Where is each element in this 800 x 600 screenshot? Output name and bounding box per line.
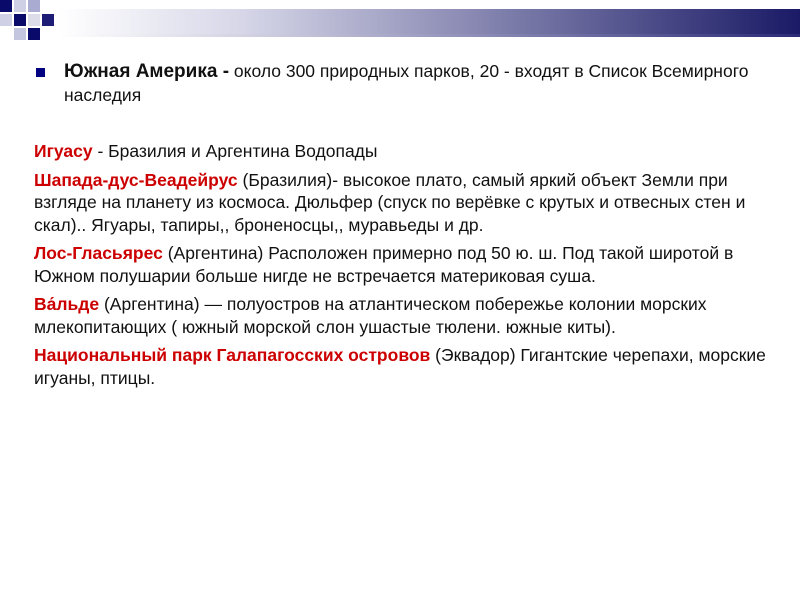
header-decoration — [0, 0, 800, 50]
park-paragraph — [34, 140, 774, 163]
slide-content — [34, 60, 774, 395]
deco-square — [14, 14, 26, 26]
park-paragraph — [34, 169, 774, 237]
park-text: - Бразилия и Аргентина Водопады — [97, 141, 378, 161]
park-paragraph — [34, 344, 774, 389]
deco-square — [14, 28, 26, 40]
deco-square — [0, 0, 12, 12]
park-name: Шапада-дус-Веадейрус — [34, 169, 238, 190]
deco-square — [28, 14, 40, 26]
heading-text: около 300 природных парков, 20 - входят в Список Всемирного наследия — [64, 61, 749, 105]
park-text: (Аргентина) — полуостров на атлантическом побережье колонии морских млекопитающих ( южный морской слон ушастые тюлени. южные киты). — [34, 294, 707, 337]
park-name: Лос-Гласьярес — [34, 243, 163, 263]
heading-continent: Южная Америка - — [64, 61, 230, 82]
park-text: (Аргентина) Расположен примерно под 50 ю. ш. Под такой широтой в Южном полушарии больше нигде не встречается материковая суша. — [34, 243, 734, 286]
park-text: (Эквадор) Гигантские черепахи, морские игуаны, птицы. — [34, 345, 766, 388]
header-band-line — [58, 34, 800, 37]
deco-square — [42, 14, 54, 26]
park-text: (Бразилия)- высокое плато, самый яркий объект Земли при взгляде на планету из космоса. Дюльфер (спуск по верёвке с крутых и отвесных стен и скал).. Ягуары, тапиры,, броненосцы,, муравьеды и др. — [34, 169, 746, 235]
header-band — [58, 9, 800, 34]
park-name: Ва́льде — [34, 294, 100, 314]
park-name: Игуасу — [34, 141, 93, 161]
deco-square — [28, 0, 40, 12]
deco-square — [14, 0, 26, 12]
park-paragraph — [34, 242, 774, 287]
square-bullet-icon — [36, 68, 45, 77]
park-name: Национальный парк Галапагосских островов — [34, 345, 431, 365]
deco-square — [0, 14, 12, 26]
slide-heading — [34, 60, 774, 106]
deco-square — [28, 28, 40, 40]
park-paragraph — [34, 293, 774, 338]
